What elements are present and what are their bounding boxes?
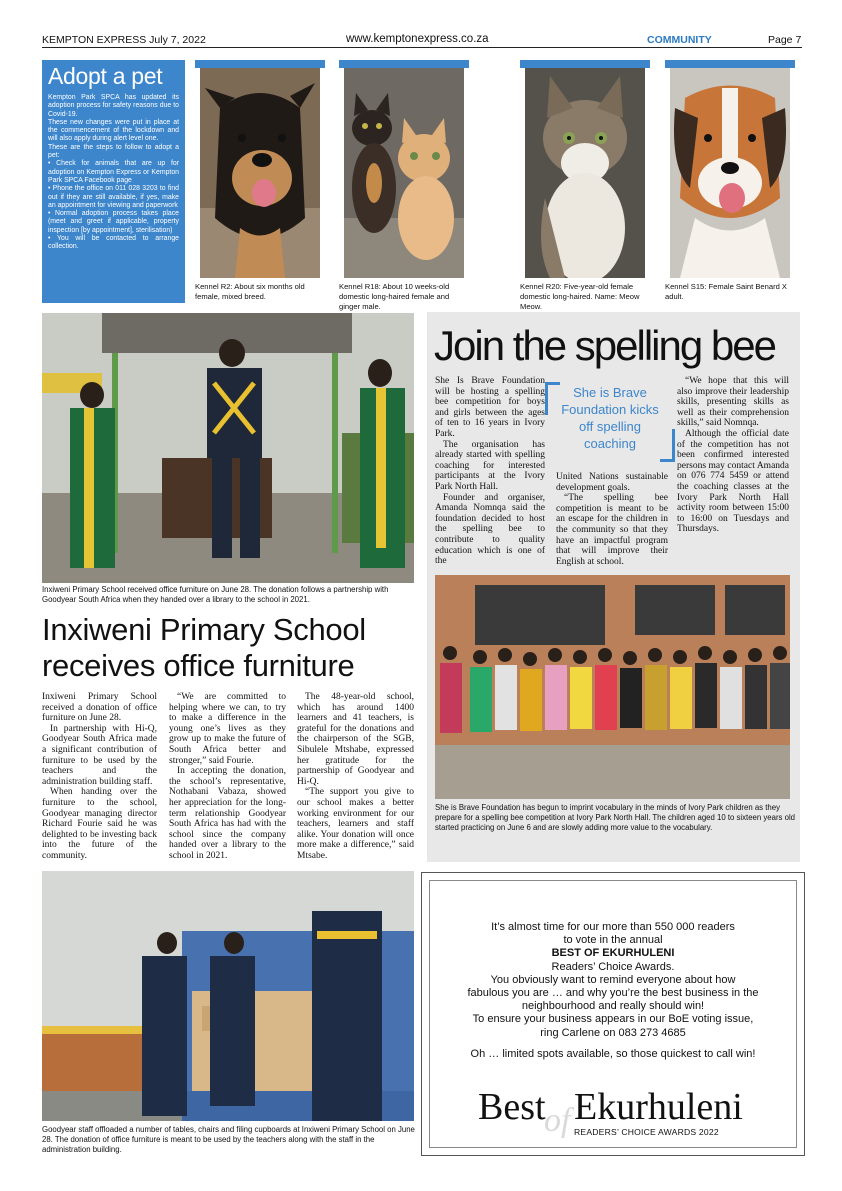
adopt-step: • Phone the office on 011 028 3203 to find out if they are still available, if yes, make an appointment for viewing and paperwork xyxy=(48,185,179,209)
school-photo-caption: Inxiweni Primary School received office furniture on June 28. The donation follows a partnership with Goodyear South Africa when they handed over a library to the school in 2021. xyxy=(42,585,389,605)
saint-bernard-photo xyxy=(670,68,790,278)
school-headline-line2: receives office furniture xyxy=(42,648,355,683)
ad-line: Readers’ Choice Awards. xyxy=(551,960,675,973)
pet-card-s15 xyxy=(665,60,795,308)
ad-line: neighbourhood and really should win! xyxy=(521,1000,705,1013)
goodyear-staff-photo xyxy=(42,871,414,1121)
ad-line: You obviously want to remind everyone about how xyxy=(490,973,736,986)
best-of-logo xyxy=(478,1087,758,1147)
adopt-step: • You will be contacted to arrange collection. xyxy=(48,235,179,251)
body-paragraph: “The support you give to our school makes a better working environment for our teachers, learners and staff alike. Your donation will once more make a difference,” said Mtsabe. xyxy=(297,787,414,861)
ad-line-award: BEST OF EKURHULENI xyxy=(551,947,675,960)
body-paragraph: In partnership with Hi-Q, Goodyear South Africa made a significant contribution of furniture to be used by the teachers and the administration building staff. xyxy=(42,723,157,787)
pet-caption: Kennel R20: Five-year-old female domestic long-haired. Name: Meow Meow. xyxy=(520,282,640,311)
adopt-paragraph: Kempton Park SPCA has updated its adoption process for safety reasons due to Covid-19. xyxy=(48,94,179,118)
body-paragraph: “We hope that this will also improve their leadership skills, presenting skills as well as their comprehension skills,” said Nomnqa. xyxy=(677,376,789,429)
ad-line: to vote in the annual xyxy=(563,934,663,947)
logo-best: Best xyxy=(478,1086,546,1128)
spelling-column-2 xyxy=(556,472,668,567)
ad-line: Oh … limited spots available, so those quickest to call win! xyxy=(470,1047,756,1060)
body-paragraph: She Is Brave Foundation will be hosting a spelling bee competition for boys and girls between the ages of ten to 16 years in Ivory Park. xyxy=(435,376,545,439)
body-paragraph: The 48-year-old school, which has around 1400 learners and 41 teachers, is grateful for the donations and the chairperson of the SGB, Sibulele Mtshabe, expressed her gratitude for the partnership of Goodyear and Hi-Q. xyxy=(297,692,414,787)
body-paragraph: United Nations sustainable development goals. xyxy=(556,472,668,493)
paper-date: KEMPTON EXPRESS July 7, 2022 xyxy=(42,34,206,46)
adopt-title: Adopt a pet xyxy=(48,63,163,89)
ad-copy xyxy=(430,921,796,1061)
pet-card-r18 xyxy=(339,60,469,311)
ad-spacer xyxy=(430,1040,796,1048)
adopt-a-pet-box xyxy=(42,60,185,303)
website-link[interactable]: www.kemptonexpress.co.za xyxy=(346,33,489,45)
body-paragraph: When handing over the furniture to the school, Goodyear managing director Richard Fourie said he was delighted to be investing back into the future of the community. xyxy=(42,787,157,861)
logo-of: of xyxy=(544,1102,571,1139)
pet-card-r2 xyxy=(195,60,325,308)
pet-caption: Kennel S15: Female Saint Benard X adult. xyxy=(665,282,787,301)
logo-ekurhuleni: Ekurhuleni xyxy=(574,1086,743,1128)
body-paragraph: In accepting the donation, the school’s representative, Nothabani Vabaza, showed her appreciation for the long-term relationship Goodyear South Africa has had with the school since the company handed over a library to the school in 2021. xyxy=(169,766,286,861)
school-learners-photo xyxy=(42,313,414,583)
best-of-ekurhuleni-ad xyxy=(421,872,805,1156)
kittens-photo xyxy=(344,68,464,278)
ad-line: It’s almost time for our more than 550 000 readers xyxy=(491,921,735,933)
adopt-paragraph: These are the steps to follow to adopt a pet: xyxy=(48,143,179,160)
adopt-body xyxy=(42,90,185,252)
school-column-2 xyxy=(169,692,286,862)
body-paragraph: Founder and organiser, Amanda Nomnqa said the foundation decided to host the spelling bee to contribute to quality education which is one of the xyxy=(435,492,545,567)
pet-caption: Kennel R18: About 10 weeks-old domestic long-haired female and ginger male. xyxy=(339,282,450,311)
adopt-paragraph: These new changes were put in place at the commencement of the lockdown and will also apply during alert level one. xyxy=(48,118,179,143)
body-paragraph: “The spelling bee competition is meant to be an escape for the children in the community so that they have an impactful program that will improve their English at school. xyxy=(556,493,668,567)
cat-photo xyxy=(525,68,645,278)
spelling-photo-caption: She is Brave Foundation has begun to imprint vocabulary in the minds of Ivory Park children as they prepare for a spelling bee competition at Ivory Park North Hall. The children aged 10 to sixteen years old started practicing on June 6 and are slowly adding more value to the vocabulary. xyxy=(435,803,796,833)
spelling-column-3 xyxy=(677,376,789,535)
body-paragraph: The organisation has already started with spelling coaching for interested participants at the Ivory Park North Hall. xyxy=(435,439,545,492)
adopt-step: • Normal adoption process takes place (meet and greet if applicable, property inspection [by appointment], sterilisation) xyxy=(48,210,179,234)
pull-quote: She is Brave Foundation kicks off spelling coaching xyxy=(561,385,659,451)
pet-card-r20 xyxy=(520,60,650,311)
ad-line: fabulous you are … and why you’re the best business in the xyxy=(467,987,759,1000)
pet-caption: Kennel R2: About six months old female, mixed breed. xyxy=(195,282,305,301)
logo-subtitle: READERS’ CHOICE AWARDS 2022 xyxy=(574,1127,719,1137)
header-rule xyxy=(42,47,802,48)
school-column-1 xyxy=(42,692,157,862)
ad-line: To ensure your business appears in our BoE voting issue, xyxy=(472,1013,754,1026)
ad-line-phone: ring Carlene on 083 273 4685 xyxy=(540,1026,686,1039)
adopt-step: • Check for animals that are up for adoption on Kempton Express or Kempton Park SPCA Facebook page xyxy=(48,160,179,184)
school-column-3 xyxy=(297,692,414,862)
section-label: COMMUNITY xyxy=(647,34,712,46)
spelling-bee-panel xyxy=(427,312,800,862)
body-paragraph: Although the official date of the competition has not been confirmed interested persons may contact Amanda on 076 774 5459 or attend the coaching classes at the Ivory Park North Hall activity room between 15:00 to 16:00 on Tuesdays and Thursdays. xyxy=(677,428,789,535)
spelling-headline: Join the spelling bee xyxy=(434,322,775,369)
spelling-column-1 xyxy=(435,376,545,567)
school-headline-line1: Inxiweni Primary School xyxy=(42,612,366,647)
body-paragraph: “We are committed to helping where we can, to try to make a difference in the young one’s lives as they grow up to make the future of South Africa better and stronger,” said Fourie. xyxy=(169,692,286,766)
children-group-photo xyxy=(435,575,790,799)
dog-photo xyxy=(200,68,320,278)
staff-photo-caption: Goodyear staff offloaded a number of tables, chairs and filing cupboards at Inxiweni Primary School on June 28. The donation of office furniture is meant to be used by the teachers along with the staff in the administration building. xyxy=(42,1125,415,1155)
pull-quote-box xyxy=(545,382,675,462)
school-headline xyxy=(42,612,366,684)
page-header xyxy=(42,30,802,46)
page-number: Page 7 xyxy=(768,34,802,46)
body-paragraph: Inxiweni Primary School received a donation of office furniture on June 28. xyxy=(42,692,157,724)
